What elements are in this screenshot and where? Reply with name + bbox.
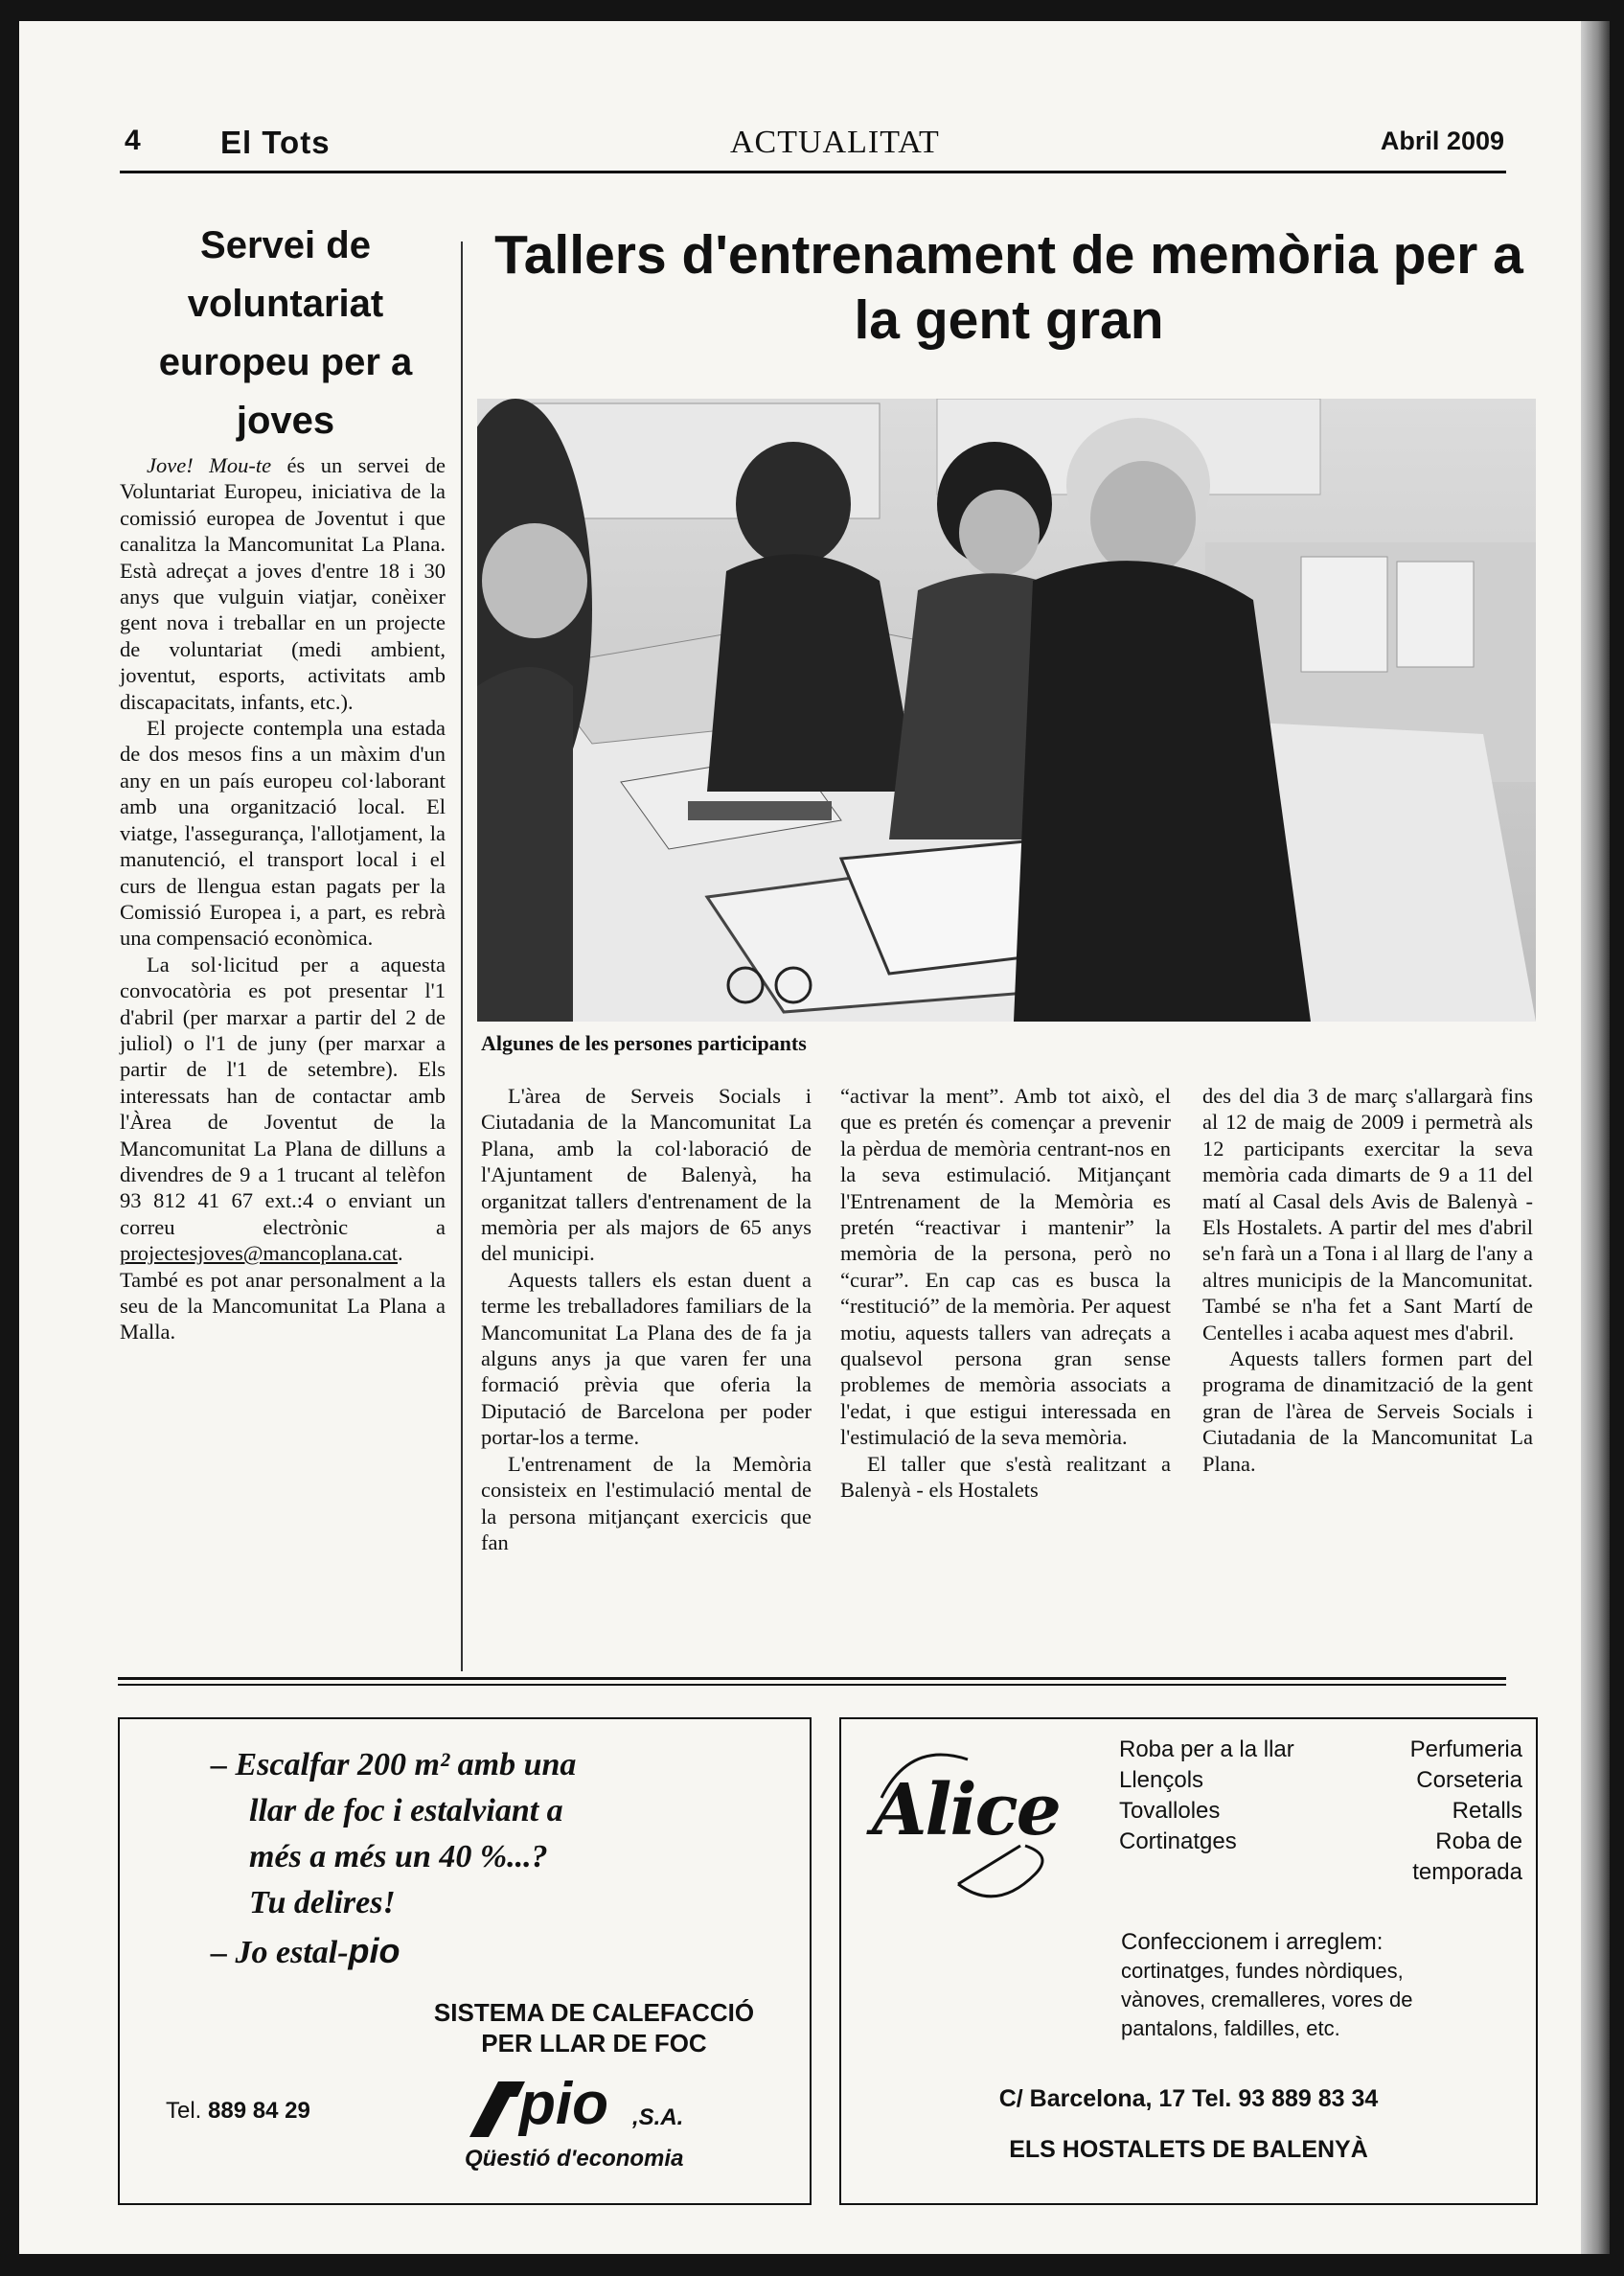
email-link[interactable]: projectesjoves@mancoplana.cat: [120, 1241, 398, 1266]
product-item: temporada: [1412, 1859, 1522, 1885]
section-title: ACTUALITAT: [730, 125, 940, 160]
italic-lead: Jove! Mou-te: [147, 453, 272, 477]
alice-logo: [853, 1740, 1092, 1913]
pio-logo-suffix: ,S.A.: [632, 2104, 684, 2130]
paragraph: El taller que s'està realitzant a Balenyà - els Hostalets: [840, 1451, 1171, 1503]
pio-advertisement: [118, 1717, 812, 2205]
column-divider: [461, 241, 463, 1671]
newspaper-page: [19, 21, 1610, 2254]
alice-town: ELS HOSTALETS DE BALENYÀ: [1009, 2136, 1368, 2163]
ad-heading-line: SISTEMA DE CALEFACCIÓ: [433, 1998, 755, 2027]
main-column-1: [481, 1083, 812, 1555]
services-line: vànoves, cremalleres, vores de: [1121, 1988, 1413, 2012]
paragraph: “activar la ment”. Amb tot això, el que es pretén és començar a prevenir la pèrdua de memòria centrant-nos en la seva estimulació. Mitjançant l'Entrenament de la Memòria es pretén “reactivar i mantenir” la memòria de la persona, però no “curar”. En cap cas es busca la “restitució” de la memòria. Per aquest motiu, aquests tallers van adreçats a qualsevol persona gran sense problemes de memòria associats a l'edat, i que estigui interessada en l'estimulació de la seva memòria.: [840, 1084, 1171, 1450]
ad-phone: [166, 2098, 310, 2125]
main-column-2: [840, 1083, 1171, 1504]
services-note: [1121, 1928, 1412, 2043]
ad-line: més a més un 40 %...?: [249, 1839, 548, 1874]
page-edge: [1581, 21, 1610, 2254]
product-list-right: [1410, 1735, 1522, 1888]
photo-caption: Algunes de les persones participants: [481, 1031, 807, 1055]
product-list-left: [1119, 1735, 1294, 1857]
side-paragraph-text: La sol·licitud per a aquesta convocatòria es pot presentar l'1 d'abril (per marxar a partir del 2 de juliol) o l'1 de juny (per marxar a partir de l'1 de setembre). Els interessats han de contactar amb l'Àrea de Joventut de la Mancomunitat La Plana de dilluns a divendres de 9 a 1 trucant al telèfon 93 812 41 67 ext.:4 o enviant un correu electrònic a: [120, 952, 446, 1239]
tel-number: 889 84 29: [208, 2098, 310, 2124]
product-item: Llençols: [1119, 1767, 1204, 1793]
pio-logo: [460, 2071, 747, 2143]
alice-advertisement: [839, 1717, 1538, 2205]
paragraph: Aquests tallers formen part del programa de dinamització de la gent gran de l'àrea de Serveis Socials i Ciutadania de la Mancomunitat La Plana.: [1202, 1346, 1533, 1476]
product-item: Cortinatges: [1119, 1828, 1237, 1854]
product-item: Perfumeria: [1409, 1736, 1522, 1762]
paragraph: des del dia 3 de març s'allargarà fins al 12 de maig de 2009 i permetrà als 12 participants exercitar la seva memòria cada dimarts de 9 a 11 del matí al Casal dels Avis de Balenyà - Els Hostalets. A partir del mes d'abril se'n farà un a Tona i al llarg de l'any a altres municipis de la Mancomunitat. També se n'ha fet a Sant Martí de Centelles i acaba aquest mes d'abril.: [1202, 1084, 1533, 1345]
ad-line: – Escalfar 200 m² amb una: [211, 1747, 577, 1782]
main-column-3: [1202, 1083, 1533, 1477]
page-number: 4: [125, 125, 141, 156]
product-item: Retalls: [1452, 1798, 1522, 1824]
product-item: Tovalloles: [1119, 1798, 1221, 1824]
main-article-title: Tallers d'entrenament de memòria per a la gent gran: [494, 224, 1523, 351]
side-paragraph-text: . També es pot anar personalment a la seu de la Mancomunitat La Plana a Malla.: [120, 1241, 446, 1345]
product-item: Roba per a la llar: [1119, 1736, 1294, 1762]
ad-line: Tu delires!: [249, 1885, 396, 1920]
ad-line: llar de foc i estalviant a: [249, 1793, 563, 1828]
services-line: cortinatges, fundes nòrdiques,: [1121, 1959, 1404, 1983]
publication-name: El Tots: [220, 125, 331, 160]
header-rule: [120, 171, 1506, 173]
side-paragraph: [120, 452, 446, 715]
side-article-body: [120, 452, 446, 1345]
alice-address: C/ Barcelona, 17 Tel. 93 889 83 34: [998, 2085, 1379, 2112]
pio-brand-inline: pio: [348, 1931, 400, 1970]
side-paragraph: [120, 952, 446, 1345]
ad-heading: [407, 1997, 781, 2058]
product-item: Corseteria: [1416, 1767, 1522, 1793]
paragraph: L'àrea de Serveis Socials i Ciutadania de la Mancomunitat La Plana, amb la col·laboració de l'Ajuntament de Balenyà, ha organitzat tallers d'entrenament de la memòria per als majors de 65 anys del municipi.: [481, 1084, 812, 1266]
ads-rule: [118, 1684, 1506, 1686]
services-line: pantalons, faldilles, etc.: [1121, 2016, 1340, 2040]
ads-rule: [118, 1677, 1506, 1680]
pio-logo-mark-icon: [460, 2080, 527, 2139]
side-paragraph: El projecte contempla una estada de dos mesos fins a un màxim d'un any en un país europeu col·laborant amb una organització local. El viatge, l'assegurança, l'allotjament, la manutenció, el transport local i el curs de llengua estan pagats per la Comissió Europea i, a part, es rebrà una compensació econòmica.: [120, 716, 446, 951]
ad-line: [211, 1932, 400, 1972]
paragraph: Aquests tallers els estan duent a terme les treballadores familiars de la Mancomunitat La Plana des de fa ja alguns anys ja que varen fer una formació prèvia que oferia la Diputació de Barcelona per poder portar-los a terme.: [481, 1267, 812, 1450]
product-item: Roba de: [1435, 1828, 1522, 1854]
workshop-photo: [477, 399, 1536, 1022]
pio-slogan: Qüestió d'economia: [465, 2146, 684, 2172]
issue-date: Abril 2009: [1380, 126, 1504, 155]
side-paragraph-text: és un servei de Voluntariat Europeu, iniciativa de la comissió europea de Joventut i que canalitza la Mancomunitat La Plana. Està adreçat a joves d'entre 18 i 30 anys que vulguin viatjar, conèixer gent nova i treballar en un projecte de voluntariat (medi ambient, joventut, esports, activitats amb discapacitats, infants, etc.).: [120, 453, 446, 714]
ad-heading-line: PER LLAR DE FOC: [481, 2029, 707, 2058]
tel-label: Tel.: [166, 2098, 202, 2124]
ad-line-text: – Jo estal-: [211, 1935, 349, 1970]
side-article-title: Servei de voluntariat europeu per a joves: [158, 224, 413, 442]
services-title: Confeccionem i arreglem:: [1121, 1929, 1384, 1955]
alice-logo-text: Alice: [872, 1769, 1060, 1851]
paragraph: L'entrenament de la Memòria consisteix en l'estimulació mental de la persona mitjançant exercicis que fan: [481, 1451, 812, 1554]
pio-logo-text: pio: [519, 2071, 608, 2137]
